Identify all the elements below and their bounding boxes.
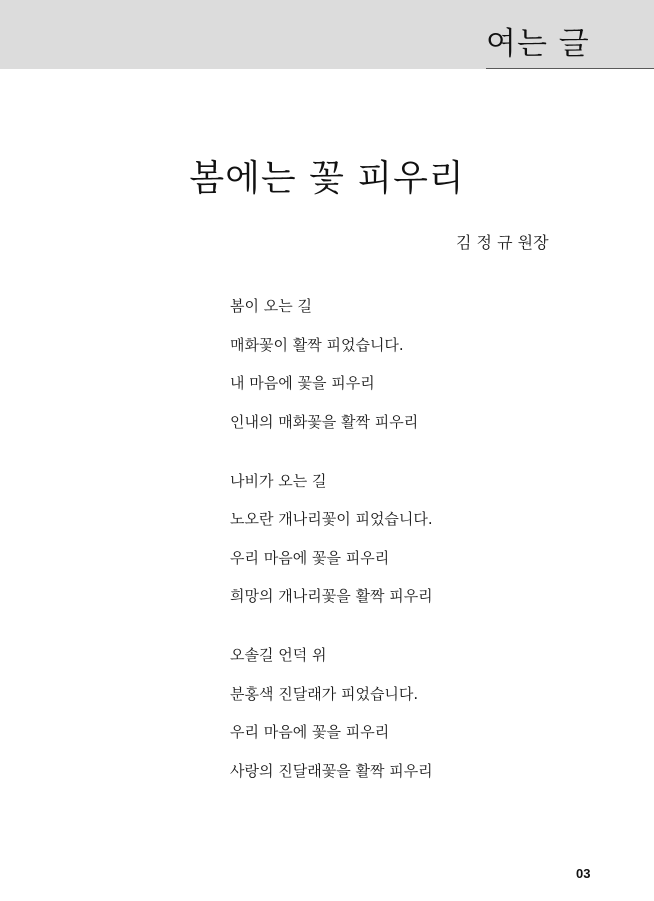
poem-line: 우리 마음에 꽃을 피우리 <box>230 723 390 741</box>
poem-line: 매화꽃이 활짝 피었습니다. <box>230 335 404 354</box>
poem-line: 사랑의 진달래꽃을 활짝 피우리 <box>230 761 433 780</box>
stanza-3 <box>230 645 610 781</box>
poem-line: 봄이 오는 길 <box>230 297 312 315</box>
header-divider <box>486 68 654 69</box>
author-byline: 김 정 규 원장 <box>456 233 549 252</box>
poem-line: 분홍색 진달래가 피었습니다. <box>230 684 419 703</box>
page-number: 03 <box>576 866 591 881</box>
section-label: 여는 글 <box>486 26 590 62</box>
poem-line: 우리 마음에 꽃을 피우리 <box>230 548 390 567</box>
stanza-1 <box>230 296 610 432</box>
poem-line: 오솔길 언덕 위 <box>230 646 327 664</box>
poem-line: 노오란 개나리꽃이 피었습니다. <box>230 510 433 528</box>
poem-body <box>230 296 610 820</box>
poem-line: 내 마음에 꽃을 피우리 <box>230 374 375 392</box>
poem-line: 인내의 매화꽃을 활짝 피우리 <box>230 412 419 431</box>
poem-line: 희망의 개나리꽃을 활짝 피우리 <box>230 587 433 605</box>
poem-line: 나비가 오는 길 <box>230 471 327 490</box>
stanza-2 <box>230 471 610 607</box>
poem-title: 봄에는 꽃 피우리 <box>189 158 465 199</box>
